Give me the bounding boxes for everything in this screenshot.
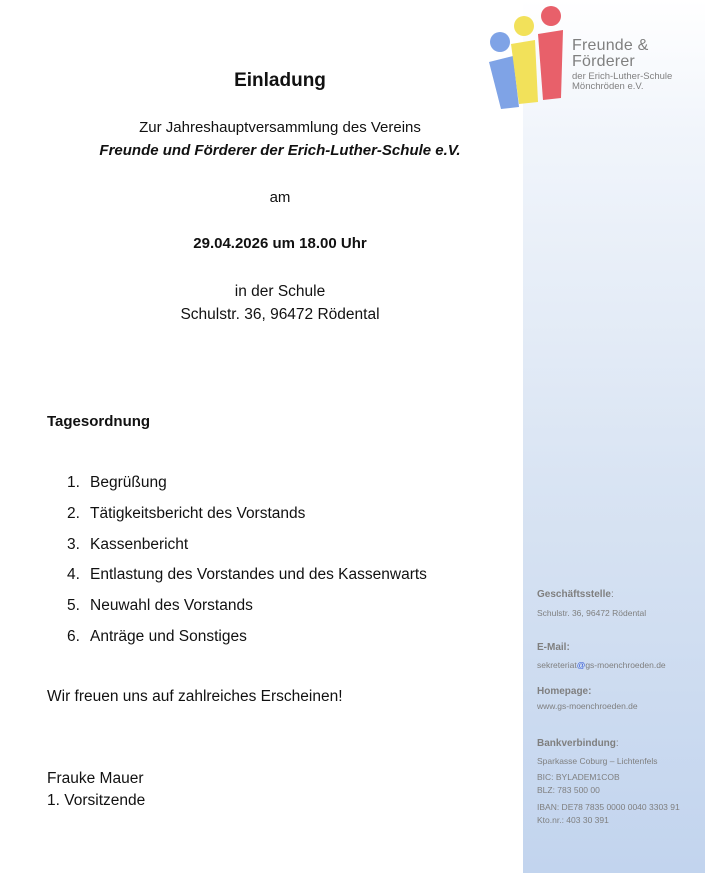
bank-iban: IBAN: DE78 7835 0000 0040 3303 91 (537, 802, 680, 812)
logo-text (572, 38, 705, 92)
email-domain: gs-moenchroeden.de (585, 660, 666, 670)
office-address: Schulstr. 36, 96472 Rödental (537, 608, 647, 618)
office-label-colon: : (610, 589, 614, 600)
agenda-item-text: Entlastung des Vorstandes und des Kassenwarts (90, 566, 427, 584)
bank-name: Sparkasse Coburg – Lichtenfels (537, 756, 658, 766)
logo-figure-red (538, 6, 563, 100)
invitation-intro: Zur Jahreshauptversammlung des Vereins (139, 119, 421, 136)
email-label: E-Mail: (537, 642, 570, 653)
agenda-item-number: 3. (67, 535, 80, 553)
invitation-title: Einladung (234, 70, 326, 91)
email-address[interactable] (537, 660, 666, 670)
homepage-url[interactable]: www.gs-moenchroeden.de (537, 701, 638, 711)
agenda-item-number: 5. (67, 597, 80, 615)
logo-line2: Förderer (572, 53, 635, 70)
agenda-item-number: 1. (67, 474, 80, 491)
invitation-am: am (269, 189, 291, 206)
agenda-item-text: Begrüßung (90, 474, 167, 491)
email-user: sekreteriat (537, 660, 577, 670)
agenda-item-text: Neuwahl des Vorstands (90, 597, 253, 615)
organization-name: Freunde und Förderer der Erich-Luther-Schule e.V. (99, 142, 461, 159)
logo-line4: Mönchröden e.V. (572, 81, 644, 92)
agenda-item-text: Anträge und Sonstiges (90, 627, 247, 645)
agenda-item (67, 566, 427, 597)
meeting-datetime: 29.04.2026 um 18.00 Uhr (193, 235, 367, 252)
location-line1: in der Schule (234, 283, 326, 300)
agenda-item (67, 597, 427, 628)
homepage-label: Homepage: (537, 686, 592, 697)
bank-label (537, 738, 619, 749)
bank-bic: BIC: BYLADEM1COB (537, 772, 620, 782)
agenda-item-text: Tätigkeitsbericht des Vorstands (90, 504, 306, 522)
closing-text: Wir freuen uns auf zahlreiches Erscheinen! (47, 688, 343, 705)
agenda-item-number: 4. (67, 566, 80, 584)
logo-line3: der Erich-Luther-Schule (572, 71, 673, 82)
office-label (537, 589, 614, 600)
agenda-item (67, 474, 427, 505)
signature-name: Frauke Mauer (47, 770, 144, 787)
email-at: @ (576, 660, 586, 670)
bank-label-text: Bankverbindung (537, 738, 616, 749)
agenda-item-number: 2. (67, 504, 80, 522)
logo-line1: Freunde & (572, 37, 649, 54)
office-label-text: Geschäftsstelle (537, 589, 611, 600)
bank-label-colon: : (615, 738, 619, 749)
agenda-item-number: 6. (67, 627, 80, 645)
bank-account-number: Kto.nr.: 403 30 391 (537, 815, 609, 825)
signature-role: 1. Vorsitzende (47, 792, 146, 809)
agenda-item (67, 505, 427, 536)
agenda-item (67, 628, 427, 659)
agenda-heading: Tagesordnung (47, 413, 151, 430)
bank-blz: BLZ: 783 500 00 (537, 785, 600, 795)
agenda-item (67, 536, 427, 567)
agenda-list (67, 474, 427, 659)
location-line2: Schulstr. 36, 96472 Rödental (180, 306, 380, 323)
agenda-item-text: Kassenbericht (90, 535, 189, 553)
